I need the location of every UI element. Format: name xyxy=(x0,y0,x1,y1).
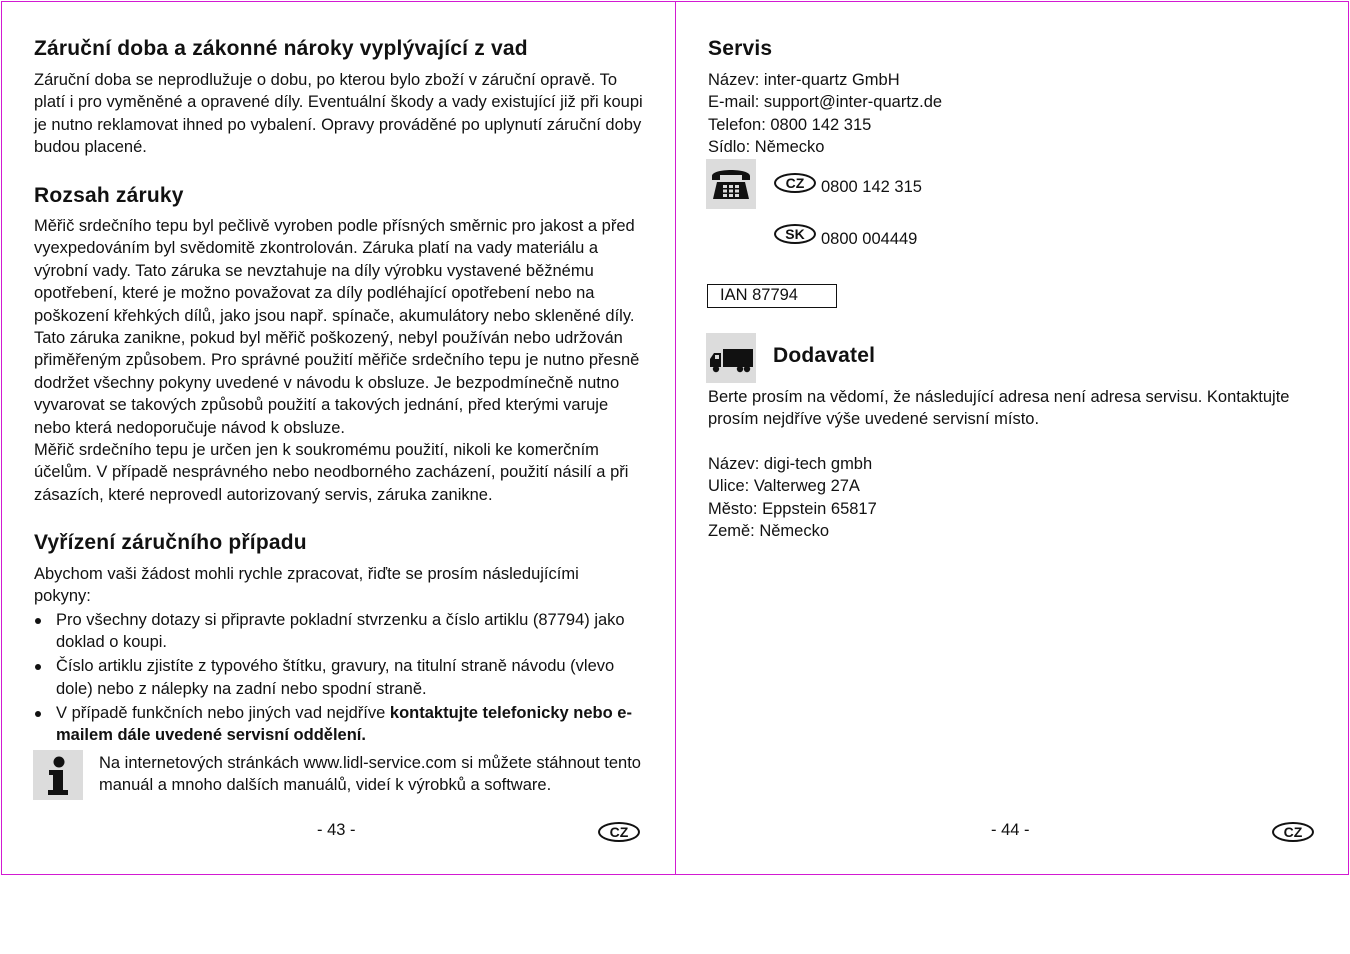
country-badge: CZ xyxy=(1272,822,1314,842)
info-note: Na internetových stránkách www.lidl-service.com si můžete stáhnout tento manuál a mnoho dalších manuálů, videí k výrobků a software. xyxy=(99,754,641,795)
info-icon xyxy=(33,750,83,800)
hotline-number-cz: 0800 142 315 xyxy=(821,178,922,196)
list-item: Číslo artiklu zjistíte z typového štítku, gravury, na titulní straně návodu (vlevo dole) nebo z nálepky na zadní nebo spodní straně. xyxy=(34,655,646,700)
service-heading: Servis xyxy=(708,37,773,60)
ian-box: IAN 87794 xyxy=(707,284,837,308)
claim-handling-heading: Vyřízení záručního případu xyxy=(34,531,307,554)
supplier-country: Země: Německo xyxy=(708,522,830,541)
hotline-number-sk: 0800 004449 xyxy=(821,230,918,248)
page-number: - 44 - xyxy=(991,821,1030,839)
claim-instructions-list xyxy=(34,609,646,748)
warranty-scope-text-private-use: Měřič srdečního tepu je určen jen k soukromému použití, nikoli ke komerčním účelům. V případě nesprávného nebo neodborného zacházení, použití násilí a při zásazích, které neprovedl autorizovaný servis, záruka zanikne. xyxy=(34,441,629,504)
info-icon-glyph xyxy=(33,750,83,800)
truck-icon xyxy=(706,333,756,383)
telephone-icon-glyph xyxy=(706,159,756,209)
service-seat: Sídlo: Německo xyxy=(708,138,825,157)
list-item-text: V případě funkčních nebo jiných vad nejdříve xyxy=(56,703,390,722)
right-page xyxy=(675,1,1349,875)
warranty-period-heading: Záruční doba a zákonné nároky vyplývající z vad xyxy=(34,37,528,60)
warranty-scope-text: Měřič srdečního tepu byl pečlivě vyroben podle přísných směrnic pro jakost a před vyexpedováním byl svědomitě zkontrolován. Záruka platí na vady materiálu a výrobní vady. Tato záruka se nevztahuje na díly výrobku vystavené běžnému opotřebení, které je možno považovat za díly podléhající opotřebení nebo na poškození křehkých dílů, jako jsou např. spínače, akumulátory nebo skleněné díly. Tato záruka zanikne, pokud byl měřič poškozený, nebyl používán nebo udržován přiměřeným způsobem. Pro správné použití měřiče srdečního tepu je nutno přesně dodržet všechny pokyny uvedené v návodu k obsluze. Je bezpodmínečně nutno vyvarovat se takových způsobů použití a takových jednání, před kterými varuje nebo která nedoporučuje návod k obsluze. xyxy=(34,217,640,437)
page-number: - 43 - xyxy=(317,821,356,839)
list-item: Pro všechny dotazy si připravte pokladní stvrzenku a číslo artiklu (87794) jako doklad o koupi. xyxy=(34,609,646,654)
supplier-street: Ulice: Valterweg 27A xyxy=(708,477,860,496)
service-name: Název: inter-quartz GmbH xyxy=(708,71,900,89)
hotline-badge-cz: CZ xyxy=(774,173,816,193)
warranty-period-text: Záruční doba se neprodlužuje o dobu, po kterou bylo zboží v záruční opravě. To platí i pro vyměněné a opravené díly. Eventuální škody a vady existující již při koupi je nutno reklamovat ihned po vybalení. Opravy prováděné po uplynutí záruční doby budou placené. xyxy=(34,71,643,157)
supplier-heading: Dodavatel xyxy=(773,344,876,367)
supplier-address-block xyxy=(708,453,1108,543)
service-email: E-mail: support@inter-quartz.de xyxy=(708,93,943,112)
hotline-badge-sk: SK xyxy=(774,224,816,244)
warranty-scope-heading: Rozsah záruky xyxy=(34,184,184,207)
service-phone: Telefon: 0800 142 315 xyxy=(708,115,872,134)
supplier-note: Berte prosím na vědomí, že následující adresa není adresa servisu. Kontaktujte prosím nejdříve výše uvedené servisní místo. xyxy=(708,388,1290,429)
list-item xyxy=(34,702,646,747)
left-page xyxy=(1,1,676,875)
telephone-icon xyxy=(706,159,756,209)
claim-handling-intro: Abychom vaši žádost mohli rychle zpracovat, řiďte se prosím následujícími pokyny: xyxy=(34,565,579,606)
truck-icon-glyph xyxy=(706,333,756,383)
country-badge: CZ xyxy=(598,822,640,842)
service-contact-block xyxy=(708,69,1108,159)
supplier-city: Město: Eppstein 65817 xyxy=(708,499,877,518)
list-item-emphasis: kontaktujte telefonicky nebo e-mailem dále uvedené servisní oddělení. xyxy=(56,703,632,745)
supplier-name: Název: digi-tech gmbh xyxy=(708,455,873,473)
